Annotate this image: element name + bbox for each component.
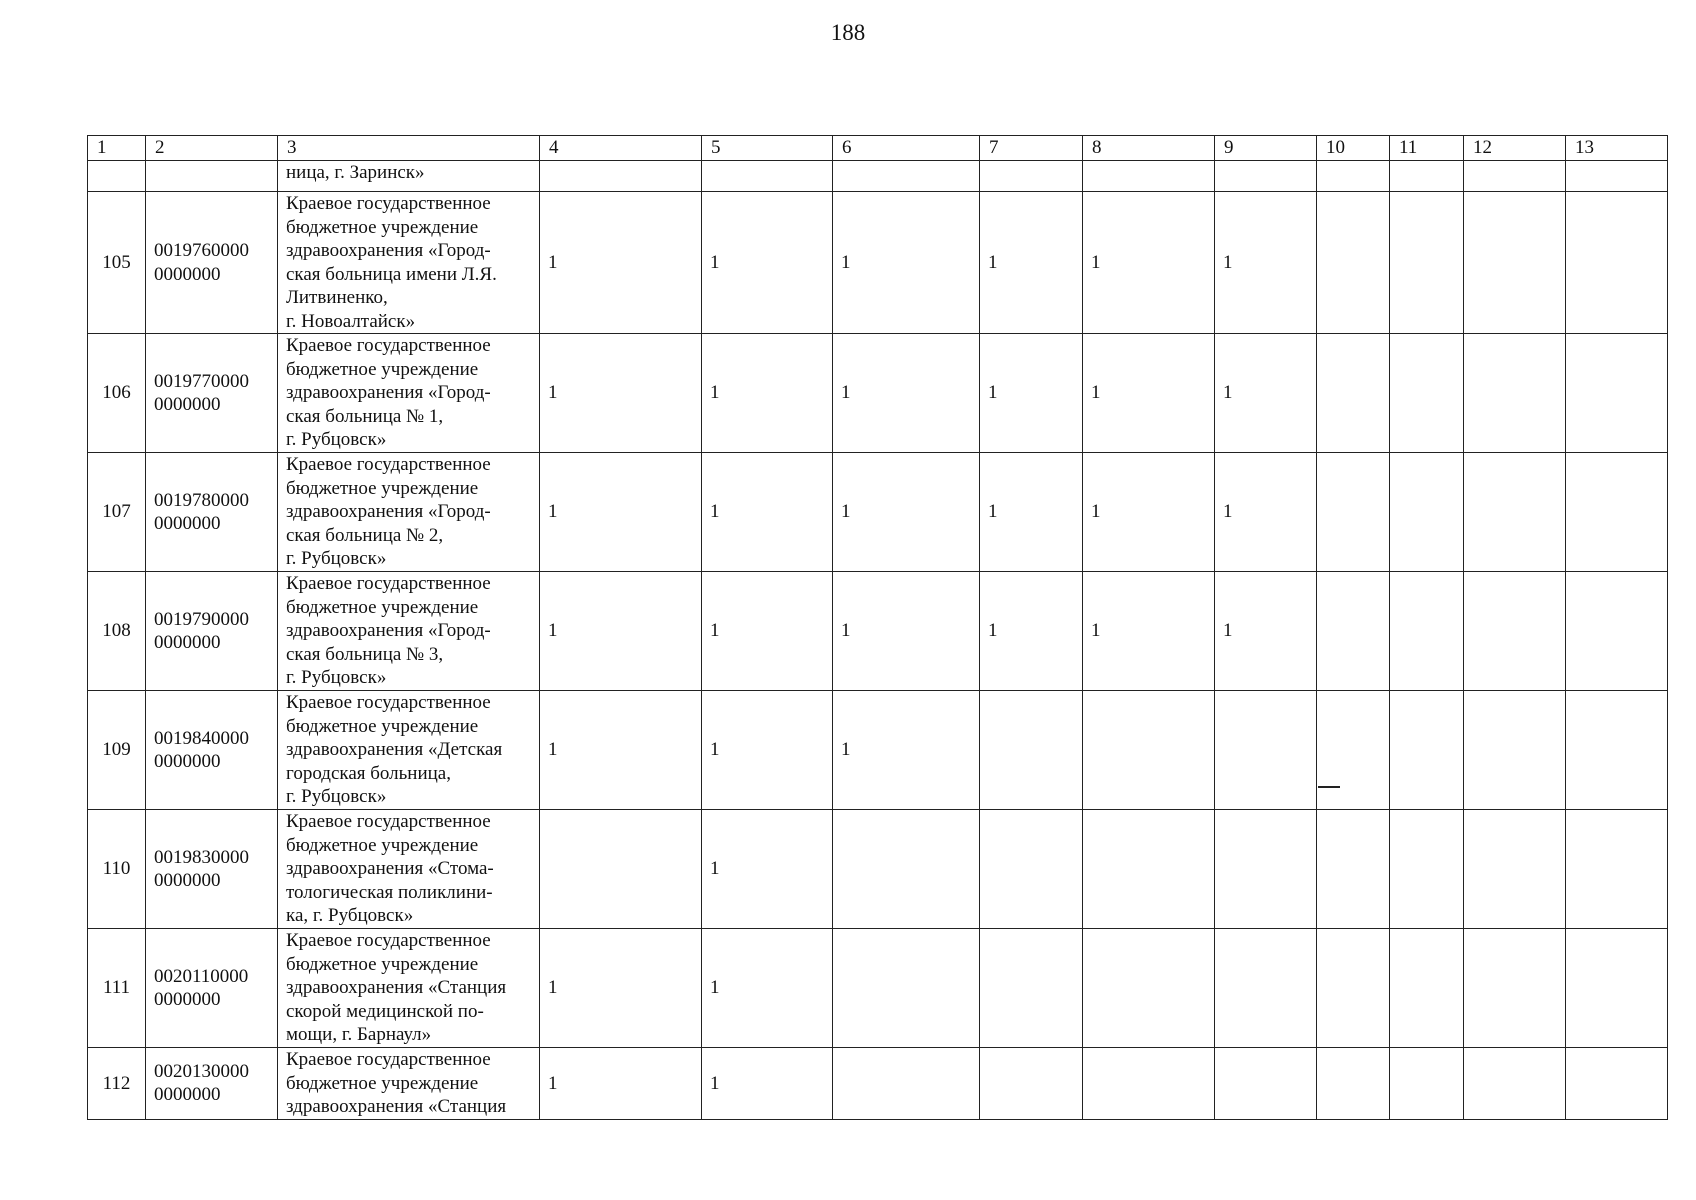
org-name-line: Краевое государственное xyxy=(286,692,491,714)
org-name-line: мощи, г. Барнаул» xyxy=(286,1024,432,1046)
empty-cell xyxy=(88,161,146,192)
row-number: 106 xyxy=(88,334,146,453)
row-number: 112 xyxy=(88,1048,146,1120)
org-code xyxy=(146,192,278,334)
org-name xyxy=(278,453,540,572)
value-cell xyxy=(1390,453,1464,572)
value-cell xyxy=(1390,810,1464,929)
value-cell xyxy=(1464,572,1566,691)
value-cell xyxy=(1215,691,1317,810)
org-name xyxy=(278,691,540,810)
value-cell xyxy=(980,929,1083,1048)
empty-cell xyxy=(146,161,278,192)
value-cell: 1 xyxy=(702,453,833,572)
value-cell: 1 xyxy=(1215,453,1317,572)
org-name xyxy=(278,929,540,1048)
page-number: 188 xyxy=(830,20,866,45)
org-name-line: бюджетное учреждение xyxy=(286,477,479,499)
value-cell xyxy=(1464,929,1566,1048)
org-name-line: г. Рубцовск» xyxy=(286,667,387,689)
empty-cell xyxy=(1390,161,1464,192)
header-cell: 2 xyxy=(146,136,278,161)
value-cell xyxy=(1464,192,1566,334)
value-cell: 1 xyxy=(702,334,833,453)
row-number: 108 xyxy=(88,572,146,691)
value-cell xyxy=(1464,691,1566,810)
org-name-line: здравоохранения «Станция xyxy=(286,977,507,999)
empty-cell xyxy=(833,161,980,192)
header-cell: 4 xyxy=(540,136,702,161)
value-cell xyxy=(1566,192,1668,334)
value-cell: 1 xyxy=(540,334,702,453)
table-row xyxy=(88,810,1668,929)
org-name-line: Краевое государственное xyxy=(286,811,491,833)
value-cell xyxy=(1566,572,1668,691)
value-cell xyxy=(980,810,1083,929)
org-name-line: бюджетное учреждение xyxy=(286,216,479,238)
org-code-line: 0019770000 xyxy=(154,370,249,392)
org-name xyxy=(278,1048,540,1120)
continuation-name: ница, г. Заринск» xyxy=(278,161,540,192)
org-name-line: ская больница имени Л.Я. xyxy=(286,263,497,285)
value-cell: 1 xyxy=(1083,192,1215,334)
header-cell: 11 xyxy=(1390,136,1464,161)
value-cell xyxy=(833,1048,980,1120)
value-cell xyxy=(1317,572,1390,691)
org-name-line: бюджетное учреждение xyxy=(286,1072,479,1094)
org-name-line: Краевое государственное xyxy=(286,335,491,357)
value-cell xyxy=(1464,453,1566,572)
table-row xyxy=(88,1048,1668,1120)
value-cell: 1 xyxy=(540,1048,702,1120)
org-name-line: Краевое государственное xyxy=(286,573,491,595)
value-cell xyxy=(1317,810,1390,929)
table-row xyxy=(88,929,1668,1048)
value-cell xyxy=(1566,1048,1668,1120)
table-row xyxy=(88,691,1668,810)
value-cell: 1 xyxy=(1215,572,1317,691)
org-name-line: здравоохранения «Город- xyxy=(286,240,491,261)
value-cell xyxy=(1464,810,1566,929)
table-body xyxy=(88,136,1668,1120)
row-number: 110 xyxy=(88,810,146,929)
value-cell: 1 xyxy=(833,334,980,453)
row-number: 105 xyxy=(88,192,146,334)
continuation-row xyxy=(88,161,1668,192)
value-cell xyxy=(980,1048,1083,1120)
value-cell: 1 xyxy=(1215,192,1317,334)
org-code-line: 0000000 xyxy=(154,989,221,1010)
value-cell xyxy=(1390,192,1464,334)
header-cell: 7 xyxy=(980,136,1083,161)
org-code xyxy=(146,1048,278,1120)
header-cell: 6 xyxy=(833,136,980,161)
org-code-line: 0020130000 xyxy=(154,1060,249,1082)
value-cell xyxy=(1317,334,1390,453)
value-cell xyxy=(1390,929,1464,1048)
org-code xyxy=(146,334,278,453)
header-cell: 5 xyxy=(702,136,833,161)
org-name-line: городская больница, xyxy=(286,762,451,784)
header-cell: 1 xyxy=(88,136,146,161)
value-cell xyxy=(1317,1048,1390,1120)
org-name-line: здравоохранения «Детская xyxy=(286,739,503,761)
value-cell xyxy=(1215,1048,1317,1120)
org-name-line: Краевое государственное xyxy=(286,193,491,214)
org-code-line: 0019830000 xyxy=(154,846,249,868)
table-row xyxy=(88,192,1668,334)
org-code xyxy=(146,691,278,810)
row-number: 107 xyxy=(88,453,146,572)
org-name-line: Краевое государственное xyxy=(286,454,491,476)
value-cell: 1 xyxy=(702,1048,833,1120)
value-cell: 1 xyxy=(1083,572,1215,691)
header-cell: 13 xyxy=(1566,136,1668,161)
value-cell xyxy=(1566,929,1668,1048)
org-name-line: г. Новоалтайск» xyxy=(286,310,416,332)
value-cell xyxy=(833,810,980,929)
empty-cell xyxy=(1464,161,1566,192)
org-name-line: г. Рубцовск» xyxy=(286,429,387,451)
org-name-line: Краевое государственное xyxy=(286,930,491,952)
org-name-line: г. Рубцовск» xyxy=(286,786,387,808)
value-cell: 1 xyxy=(833,691,980,810)
empty-cell xyxy=(1317,161,1390,192)
header-cell: 9 xyxy=(1215,136,1317,161)
value-cell xyxy=(540,810,702,929)
value-cell: 1 xyxy=(1083,453,1215,572)
row-number: 111 xyxy=(88,929,146,1048)
org-name-line: г. Рубцовск» xyxy=(286,548,387,570)
value-cell xyxy=(1215,929,1317,1048)
org-name-line: здравоохранения «Город- xyxy=(286,382,491,404)
value-cell xyxy=(1317,192,1390,334)
org-name-line: ская больница № 2, xyxy=(286,524,444,546)
value-cell: 1 xyxy=(540,192,702,334)
value-cell xyxy=(1390,572,1464,691)
org-code xyxy=(146,453,278,572)
value-cell: 1 xyxy=(540,691,702,810)
value-cell: 1 xyxy=(702,810,833,929)
data-table xyxy=(87,135,1668,1120)
value-cell xyxy=(1317,929,1390,1048)
org-code-line: 0019790000 xyxy=(154,608,249,630)
value-cell: 1 xyxy=(833,572,980,691)
empty-cell xyxy=(702,161,833,192)
value-cell: 1 xyxy=(1083,334,1215,453)
org-name-line: бюджетное учреждение xyxy=(286,953,479,975)
org-code-line: 0000000 xyxy=(154,751,221,772)
table-row xyxy=(88,572,1668,691)
org-code-line: 0000000 xyxy=(154,263,221,285)
org-name-line: ская больница № 3, xyxy=(286,643,444,665)
empty-cell xyxy=(980,161,1083,192)
empty-cell xyxy=(1215,161,1317,192)
header-cell: 3 xyxy=(278,136,540,161)
value-cell xyxy=(1083,691,1215,810)
value-cell: 1 xyxy=(702,192,833,334)
scan-dash xyxy=(1318,786,1340,788)
org-name-line: бюджетное учреждение xyxy=(286,596,479,618)
value-cell xyxy=(1566,691,1668,810)
org-code-line: 0020110000 xyxy=(154,965,249,987)
value-cell xyxy=(1390,691,1464,810)
value-cell xyxy=(1464,1048,1566,1120)
value-cell xyxy=(1083,1048,1215,1120)
value-cell xyxy=(1317,691,1390,810)
value-cell xyxy=(1317,453,1390,572)
org-code-line: 0019840000 xyxy=(154,727,249,749)
value-cell: 1 xyxy=(702,929,833,1048)
org-name xyxy=(278,192,540,334)
org-code-line: 0019760000 xyxy=(154,240,249,261)
value-cell: 1 xyxy=(540,929,702,1048)
value-cell xyxy=(1083,810,1215,929)
org-name xyxy=(278,334,540,453)
empty-cell xyxy=(1566,161,1668,192)
org-name-line: здравоохранения «Город- xyxy=(286,501,491,523)
empty-cell xyxy=(540,161,702,192)
org-code-line: 0019780000 xyxy=(154,489,249,511)
value-cell xyxy=(1464,334,1566,453)
org-name-line: ка, г. Рубцовск» xyxy=(286,905,414,927)
org-name-line: бюджетное учреждение xyxy=(286,715,479,737)
org-code-line: 0000000 xyxy=(154,513,221,534)
org-name-line: бюджетное учреждение xyxy=(286,834,479,856)
org-name-line: тологическая поликлини- xyxy=(286,881,493,903)
value-cell: 1 xyxy=(702,572,833,691)
value-cell xyxy=(1566,810,1668,929)
value-cell xyxy=(1566,334,1668,453)
empty-cell xyxy=(1083,161,1215,192)
org-name xyxy=(278,572,540,691)
value-cell xyxy=(1390,334,1464,453)
org-name-line: Литвиненко, xyxy=(286,287,388,308)
value-cell: 1 xyxy=(980,453,1083,572)
table-row xyxy=(88,334,1668,453)
value-cell: 1 xyxy=(980,334,1083,453)
value-cell xyxy=(1215,810,1317,929)
value-cell: 1 xyxy=(1215,334,1317,453)
org-name-line: здравоохранения «Стома- xyxy=(286,858,494,880)
org-name-line: здравоохранения «Станция xyxy=(286,1096,507,1117)
org-name-line: ская больница № 1, xyxy=(286,405,444,427)
row-number: 109 xyxy=(88,691,146,810)
org-code-line: 0000000 xyxy=(154,632,221,653)
org-code-line: 0000000 xyxy=(154,1084,221,1106)
value-cell: 1 xyxy=(540,572,702,691)
org-code-line: 0000000 xyxy=(154,394,221,415)
value-cell: 1 xyxy=(833,453,980,572)
org-name-line: бюджетное учреждение xyxy=(286,358,479,380)
org-name-line: здравоохранения «Город- xyxy=(286,620,491,642)
header-cell: 12 xyxy=(1464,136,1566,161)
value-cell: 1 xyxy=(980,572,1083,691)
value-cell xyxy=(833,929,980,1048)
value-cell: 1 xyxy=(540,453,702,572)
org-code-line: 0000000 xyxy=(154,870,221,891)
org-name-line: Краевое государственное xyxy=(286,1049,491,1070)
value-cell: 1 xyxy=(980,192,1083,334)
org-code xyxy=(146,572,278,691)
org-code xyxy=(146,810,278,929)
org-name xyxy=(278,810,540,929)
header-cell: 8 xyxy=(1083,136,1215,161)
header-row xyxy=(88,136,1668,161)
org-code xyxy=(146,929,278,1048)
value-cell xyxy=(1390,1048,1464,1120)
value-cell xyxy=(1083,929,1215,1048)
value-cell xyxy=(980,691,1083,810)
table-row xyxy=(88,453,1668,572)
value-cell: 1 xyxy=(833,192,980,334)
header-cell: 10 xyxy=(1317,136,1390,161)
org-name-line: скорой медицинской по- xyxy=(286,1000,484,1022)
value-cell xyxy=(1566,453,1668,572)
value-cell: 1 xyxy=(702,691,833,810)
